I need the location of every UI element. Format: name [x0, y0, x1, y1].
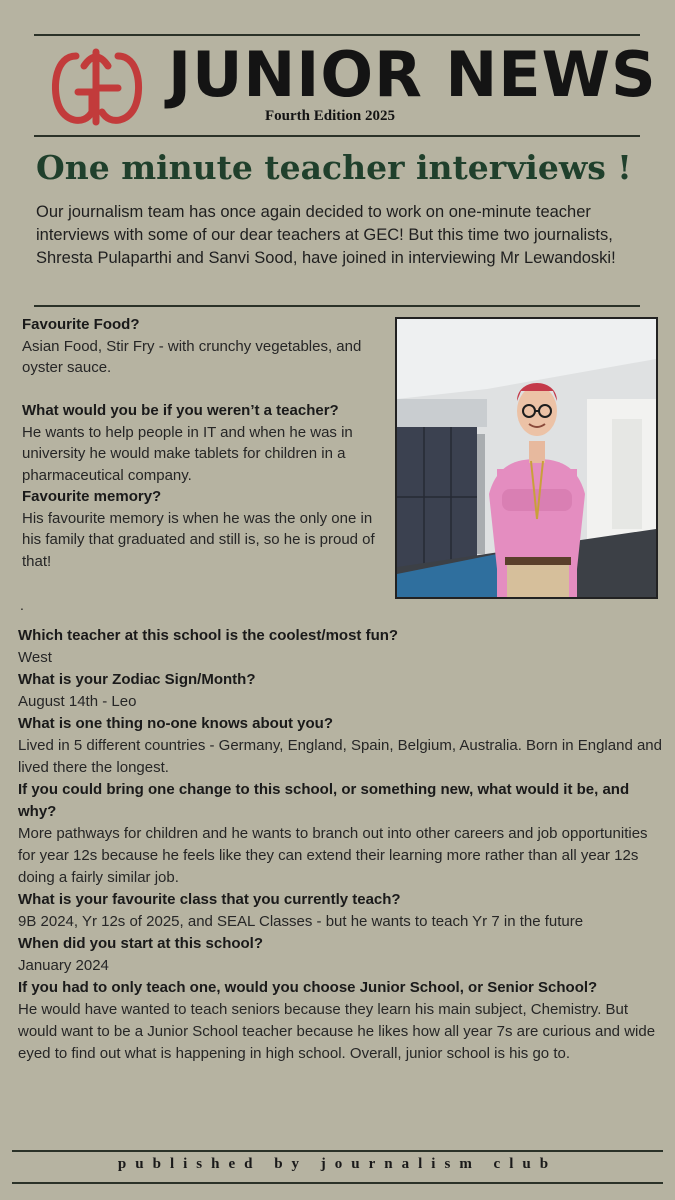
answer-favourite-class: 9B 2024, Yr 12s of 2025, and SEAL Classes - but he wants to teach Yr 7 in the future — [18, 913, 584, 930]
answer-unknown-fact: Lived in 5 different countries - Germany, England, Spain, Belgium, Australia. Born in England and lived there the longest. — [18, 737, 662, 776]
answer-favourite-food: Asian Food, Stir Fry - with crunchy vegetables, and oyster sauce. — [22, 337, 362, 376]
top-rule — [34, 34, 640, 36]
question-if-not-teacher: What would you be if you weren’t a teacher? — [22, 402, 339, 419]
footer-credit: published by journalism club — [117, 1156, 558, 1172]
answer-zodiac: August 14th - Leo — [18, 693, 137, 710]
page-headline: One minute teacher interviews ! — [36, 148, 632, 187]
answer-one-change: More pathways for children and he wants to branch out into other careers and job opportunities for year 12s because he feels like they can extend their learning more rather than all year 12s doing a fairly similar job. — [18, 825, 648, 886]
masthead-title: JUNIOR NEWS — [168, 38, 657, 111]
full-qa-column — [18, 625, 668, 1065]
question-junior-or-senior: If you had to only teach one, would you choose Junior School, or Senior School? — [18, 979, 598, 996]
left-qa-column — [22, 314, 392, 572]
teacher-photo — [395, 317, 658, 599]
question-unknown-fact: What is one thing no-one knows about you? — [18, 715, 333, 732]
question-favourite-class: What is your favourite class that you currently teach? — [18, 891, 401, 908]
separator-dot: . — [20, 597, 24, 613]
question-coolest-teacher: Which teacher at this school is the coolest/most fun? — [18, 627, 399, 644]
question-favourite-memory: Favourite memory? — [22, 488, 162, 505]
question-start-date: When did you start at this school? — [18, 935, 264, 952]
question-one-change: If you could bring one change to this school, or something new, what would it be, and why? — [18, 781, 630, 820]
masthead-bottom-rule — [34, 135, 640, 137]
question-zodiac: What is your Zodiac Sign/Month? — [18, 671, 256, 688]
footer-top-rule — [12, 1150, 663, 1152]
answer-start-date: January 2024 — [18, 957, 109, 974]
answer-coolest-teacher: West — [18, 649, 52, 666]
intro-paragraph: Our journalism team has once again decided to work on one-minute teacher interviews with some of our dear teachers at GEC! But this time two journalists, Shresta Pulaparthi and Sanvi Sood, have joined in interviewing Mr Lewandoski! — [36, 203, 616, 267]
edition-label: Fourth Edition 2025 — [265, 108, 396, 124]
answer-if-not-teacher: He wants to help people in IT and when he was in university he would make tablets for children in a pharmaceutical company. — [22, 423, 353, 484]
gec-logo — [48, 42, 144, 132]
intro-bottom-rule — [34, 305, 640, 307]
footer-bottom-rule — [12, 1182, 663, 1184]
answer-favourite-memory: His favourite memory is when he was the only one in his family that graduated and still is, so he is proud of that! — [22, 509, 375, 570]
question-favourite-food: Favourite Food? — [22, 316, 140, 333]
answer-junior-or-senior: He would have wanted to teach seniors because they learn his main subject, Chemistry. But would want to be a Junior School teacher because he likes how all year 7s are curious and wide eyed to find out what is happening in high school. Overall, junior school is his go to. — [18, 1001, 656, 1062]
